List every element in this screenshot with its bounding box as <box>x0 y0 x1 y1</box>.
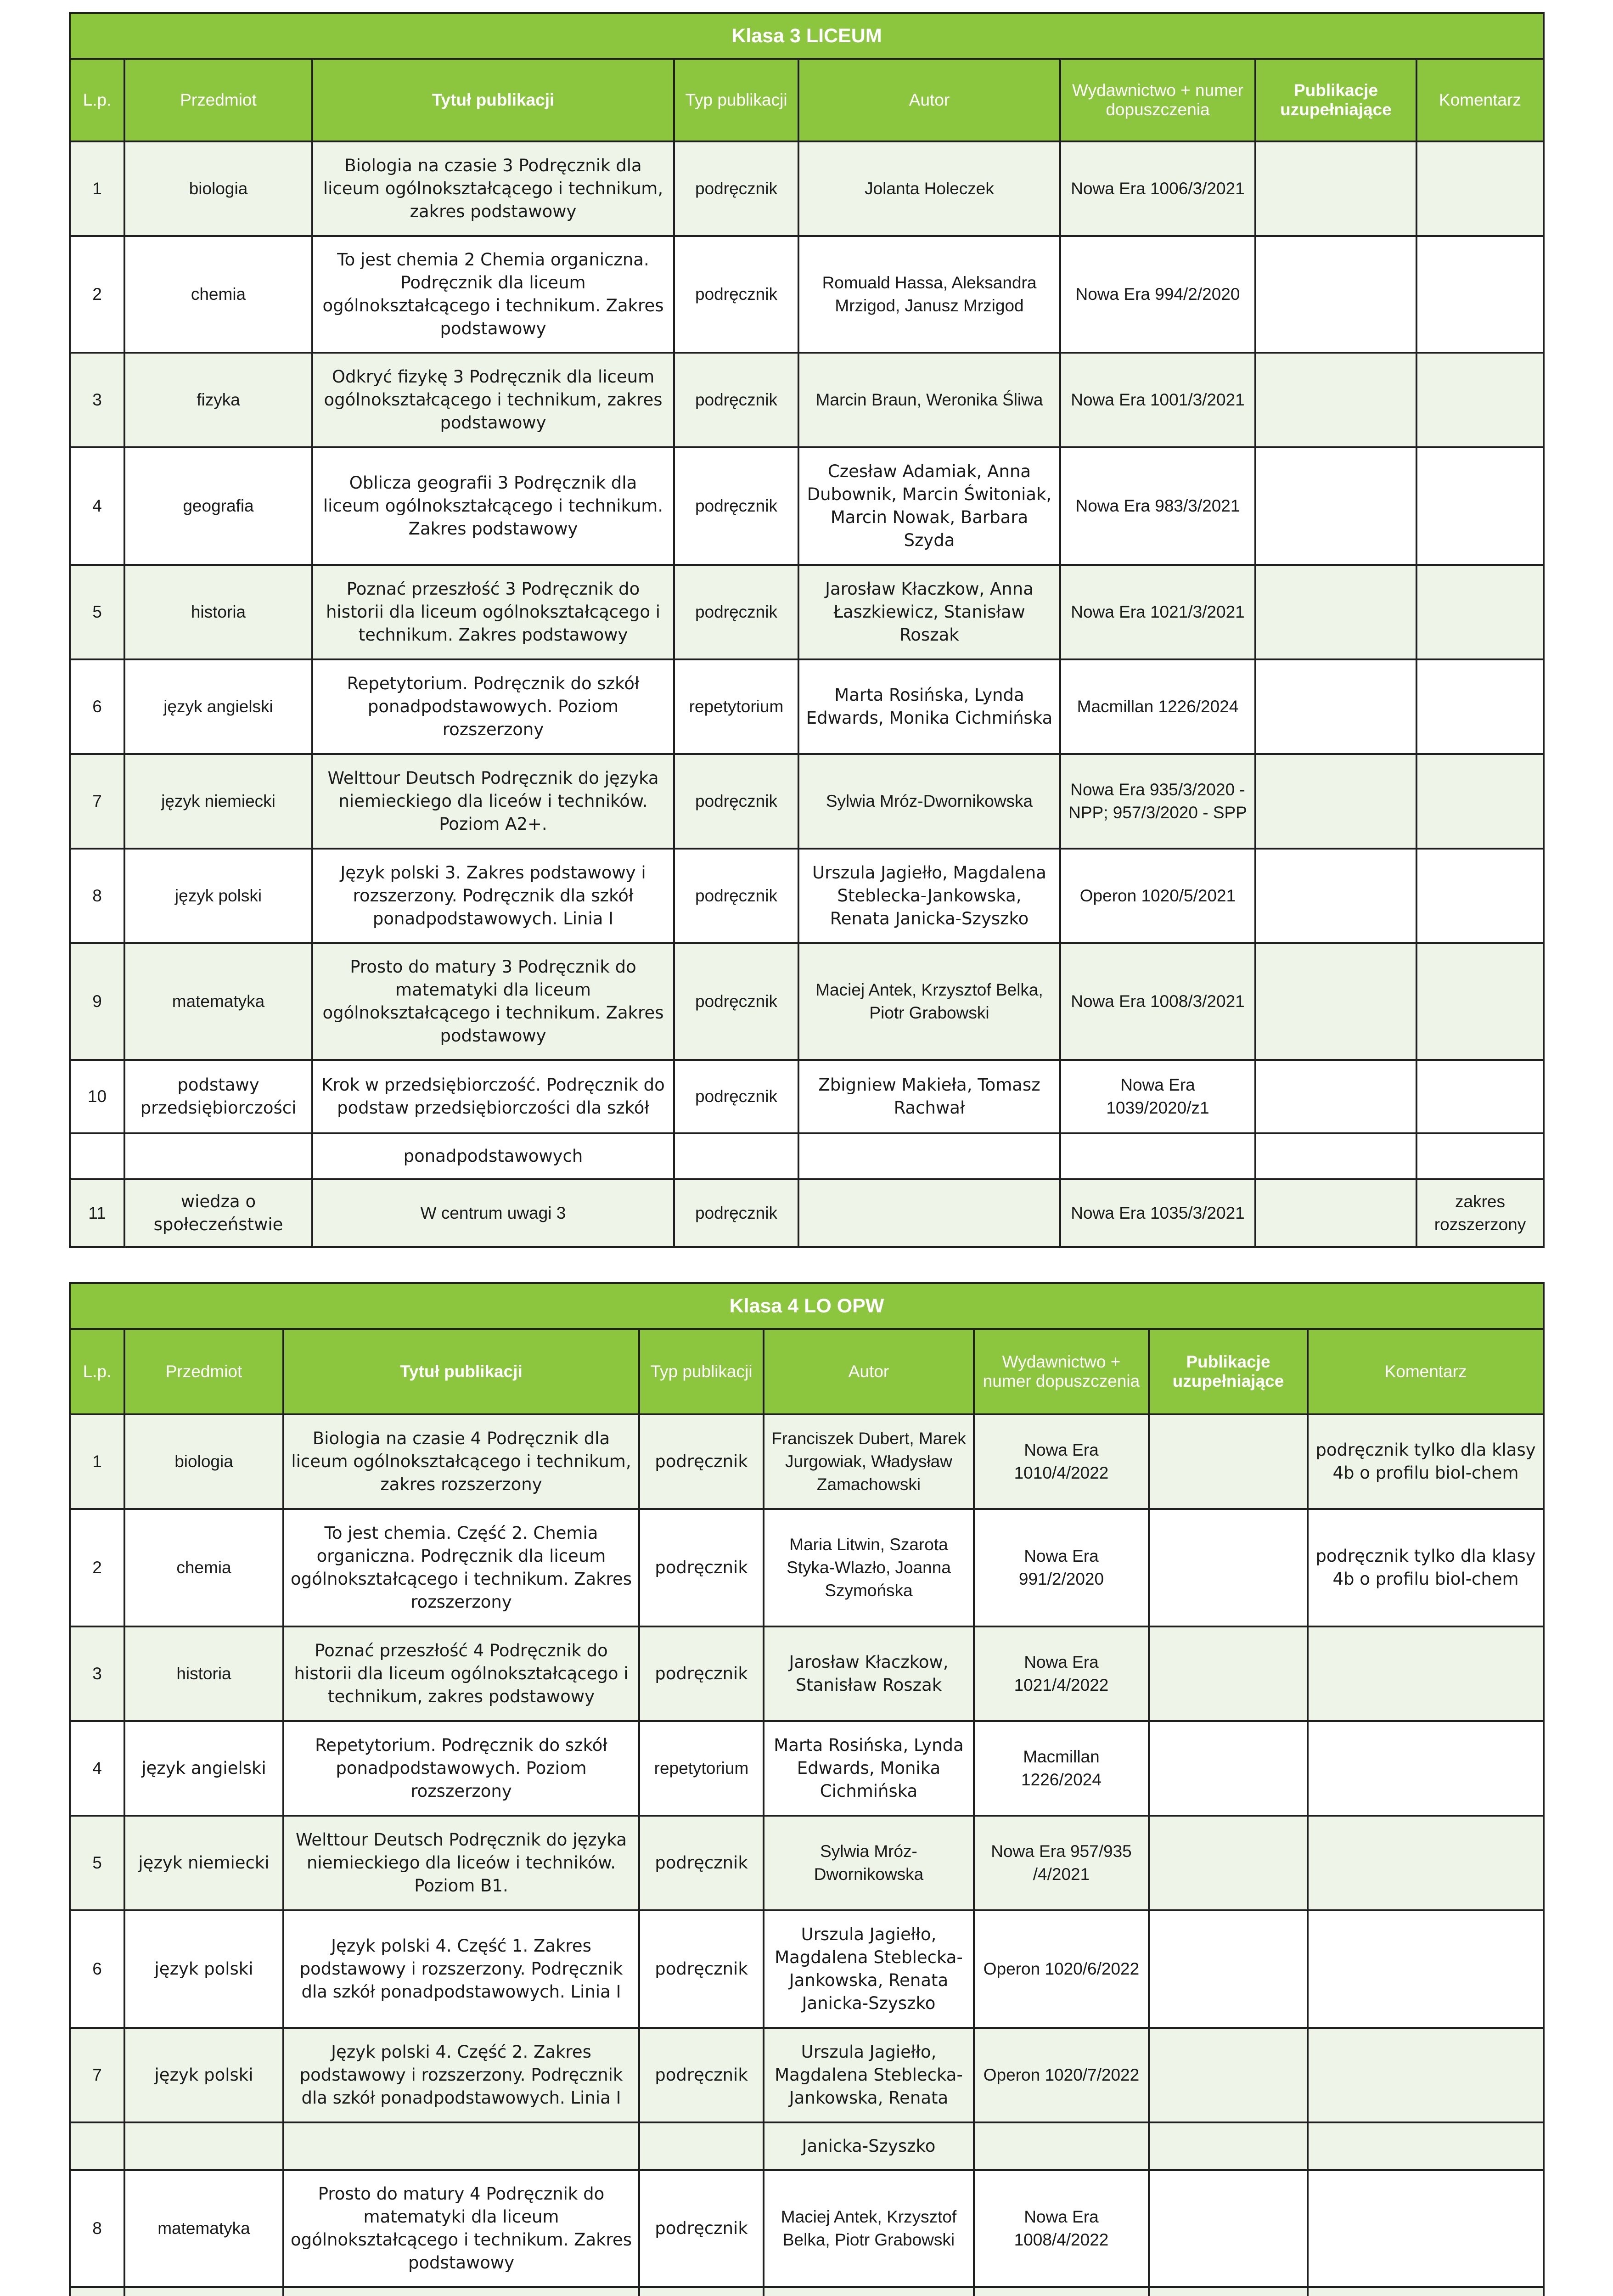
cell-publisher: Nowa Era 1035/3/2021 <box>1060 1179 1255 1247</box>
cell-title: Biologia na czasie 4 Podręcznik dla liceum ogólnokształcącego i technikum, zakres rozszerzony <box>283 1414 639 1509</box>
cell-publisher: Nowa Era 1006/3/2021 <box>1060 141 1255 236</box>
cell-publisher: Macmillan 1226/2024 <box>974 1721 1149 1816</box>
cell-author: Maria Litwin, Szarota Styka-Wlazło, Joanna Szymońska <box>764 1509 974 1626</box>
cell-publisher: Nowa Era 1008/3/2021 <box>1060 943 1255 1060</box>
cell-comment <box>1308 2170 1544 2287</box>
cell-title: Odkryć fizykę 3 Podręcznik dla liceum ogólnokształcącego i technikum, zakres podstawowy <box>312 353 674 447</box>
cell-type <box>639 2122 764 2170</box>
cell-type: podręcznik <box>639 1816 764 1910</box>
cell-publisher: Nowa Era 994/2/2020 <box>1060 236 1255 353</box>
cell-title: Krok w przedsiębiorczość. Podręcznik do podstaw przedsiębiorczości dla szkół <box>312 1060 674 1133</box>
cell-author: Romuald Hassa, Aleksandra Mrzigod, Janusz Mrzigod <box>798 236 1060 353</box>
cell-subject: historia <box>124 565 312 659</box>
col-header-typ: Typ publikacji <box>639 1329 764 1414</box>
cell-supplementary <box>1255 447 1416 565</box>
cell-subject: geografia <box>124 447 312 565</box>
cell-type: podręcznik <box>674 353 798 447</box>
col-header-komentarz: Komentarz <box>1308 1329 1544 1414</box>
cell-supplementary <box>1255 754 1416 849</box>
cell-subject: wiedza o społeczeństwie <box>124 1179 312 1247</box>
table-row <box>70 2170 1544 2287</box>
cell-lp <box>70 2122 124 2170</box>
cell-author: Jarosław Kłaczkow, Stanisław Roszak <box>764 1626 974 1721</box>
cell-subject: chemia <box>124 236 312 353</box>
cell-supplementary <box>1149 1414 1308 1509</box>
cell-publisher: Nowa Era 1021/4/2022 <box>974 1626 1149 1721</box>
cell-author: Franciszek Dubert, Marek Jurgowiak, Władysław Zamachowski <box>764 1414 974 1509</box>
col-header-przedmiot: Przedmiot <box>124 1329 283 1414</box>
cell-type: podręcznik <box>674 565 798 659</box>
cell-type: podręcznik <box>639 2028 764 2122</box>
cell-title <box>283 2287 639 2296</box>
cell-comment <box>1308 1626 1544 1721</box>
cell-comment <box>1308 1816 1544 1910</box>
cell-subject: język niemiecki <box>124 1816 283 1910</box>
cell-title: Oblicza geografii 3 Podręcznik dla liceum ogólnokształcącego i technikum. Zakres podstawowy <box>312 447 674 565</box>
cell-supplementary <box>1149 2028 1308 2122</box>
cell-supplementary <box>1255 943 1416 1060</box>
cell-lp: 2 <box>70 236 124 353</box>
table-klasa-4-lo-opw <box>69 1282 1545 2296</box>
cell-comment: zakres rozszerzony <box>1416 1179 1544 1247</box>
cell-type: podręcznik <box>674 943 798 1060</box>
table-row <box>70 2287 1544 2296</box>
col-header-lp: L.p. <box>70 59 124 141</box>
cell-type <box>674 1133 798 1179</box>
cell-subject: język angielski <box>124 1721 283 1816</box>
cell-title: Język polski 3. Zakres podstawowy i rozszerzony. Podręcznik dla szkół ponadpodstawowych. Linia I <box>312 849 674 943</box>
table-row <box>70 565 1544 659</box>
table-row <box>70 141 1544 236</box>
table-row <box>70 1816 1544 1910</box>
cell-publisher: Nowa Era 1001/3/2021 <box>1060 353 1255 447</box>
table-row <box>70 1179 1544 1247</box>
cell-comment <box>1308 2028 1544 2122</box>
cell-publisher: Operon 1020/7/2022 <box>974 2028 1149 2122</box>
cell-lp: 7 <box>70 2028 124 2122</box>
col-header-wydawnictwo: Wydawnictwo + numer dopuszczenia <box>1060 59 1255 141</box>
table-row <box>70 659 1544 754</box>
cell-lp: 3 <box>70 353 124 447</box>
cell-comment <box>1416 141 1544 236</box>
cell-publisher: Nowa Era 1039/2020/z1 <box>1060 1060 1255 1133</box>
col-header-przedmiot: Przedmiot <box>124 59 312 141</box>
cell-publisher <box>1060 1133 1255 1179</box>
cell-author: Urszula Jagiełło, Magdalena Steblecka-Jankowska, Renata Janicka-Szyszko <box>764 1910 974 2028</box>
col-header-autor: Autor <box>798 59 1060 141</box>
cell-type: podręcznik <box>674 236 798 353</box>
table-row <box>70 1414 1544 1509</box>
cell-type: repetytorium <box>639 1721 764 1816</box>
cell-subject: fizyka <box>124 353 312 447</box>
cell-author: Czesław Adamiak, Anna Dubownik, Marcin Świtoniak, Marcin Nowak, Barbara Szyda <box>798 447 1060 565</box>
cell-title: Prosto do matury 4 Podręcznik do matematyki dla liceum ogólnokształcącego i technikum. Zakres podstawowy <box>283 2170 639 2287</box>
cell-comment <box>1416 1060 1544 1133</box>
cell-publisher: Nowa Era 1010/4/2022 <box>974 1414 1149 1509</box>
cell-publisher <box>974 2287 1149 2296</box>
cell-supplementary <box>1149 1816 1308 1910</box>
cell-title: Prosto do matury 3 Podręcznik do matematyki dla liceum ogólnokształcącego i technikum. Zakres podstawowy <box>312 943 674 1060</box>
table-row <box>70 2122 1544 2170</box>
cell-type: podręcznik <box>639 1910 764 2028</box>
cell-title: Repetytorium. Podręcznik do szkół ponadpodstawowych. Poziom rozszerzony <box>283 1721 639 1816</box>
cell-author: Urszula Jagiełło, Magdalena Steblecka-Jankowska, Renata <box>764 2028 974 2122</box>
cell-comment <box>1416 849 1544 943</box>
cell-title: W centrum uwagi 3 <box>312 1179 674 1247</box>
cell-lp: 8 <box>70 2170 124 2287</box>
cell-lp: 1 <box>70 1414 124 1509</box>
cell-publisher <box>974 2122 1149 2170</box>
cell-type: repetytorium <box>674 659 798 754</box>
table-klasa-3-liceum <box>69 12 1545 1248</box>
col-header-tytul: Tytuł publikacji <box>312 59 674 141</box>
cell-comment: podręcznik tylko dla klasy 4b o profilu biol-chem <box>1308 1414 1544 1509</box>
cell-comment <box>1416 447 1544 565</box>
cell-comment <box>1308 1721 1544 1816</box>
cell-type: podręcznik <box>639 2170 764 2287</box>
cell-lp: 8 <box>70 849 124 943</box>
cell-author: Jarosław Kłaczkow, Anna Łaszkiewicz, Stanisław Roszak <box>798 565 1060 659</box>
cell-supplementary <box>1255 1179 1416 1247</box>
cell-publisher: Operon 1020/6/2022 <box>974 1910 1149 2028</box>
cell-subject: historia <box>124 1626 283 1721</box>
cell-title: Poznać przeszłość 4 Podręcznik do historii dla liceum ogólnokształcącego i technikum, zakres podstawowy <box>283 1626 639 1721</box>
cell-subject: język niemiecki <box>124 754 312 849</box>
cell-subject <box>124 1133 312 1179</box>
cell-title: To jest chemia 2 Chemia organiczna. Podręcznik dla liceum ogólnokształcącego i technikum. Zakres podstawowy <box>312 236 674 353</box>
table-row <box>70 1626 1544 1721</box>
cell-lp: 1 <box>70 141 124 236</box>
cell-comment <box>1416 943 1544 1060</box>
cell-publisher: Nowa Era 983/3/2021 <box>1060 447 1255 565</box>
col-header-typ: Typ publikacji <box>674 59 798 141</box>
cell-subject <box>124 2287 283 2296</box>
cell-subject: język polski <box>124 2028 283 2122</box>
cell-author: Sylwia Mróz-Dwornikowska <box>764 1816 974 1910</box>
col-header-wydawnictwo: Wydawnictwo + numer dopuszczenia <box>974 1329 1149 1414</box>
cell-author: Sylwia Mróz-Dwornikowska <box>798 754 1060 849</box>
cell-author <box>798 1133 1060 1179</box>
cell-subject: podstawy przedsiębiorczości <box>124 1060 312 1133</box>
cell-supplementary <box>1255 659 1416 754</box>
cell-author: Marta Rosińska, Lynda Edwards, Monika Cichmińska <box>798 659 1060 754</box>
col-header-lp: L.p. <box>70 1329 124 1414</box>
cell-publisher: Nowa Era 991/2/2020 <box>974 1509 1149 1626</box>
table-row <box>70 1721 1544 1816</box>
cell-title <box>283 2122 639 2170</box>
cell-lp: 5 <box>70 1816 124 1910</box>
cell-type: podręcznik <box>674 754 798 849</box>
table-row <box>70 353 1544 447</box>
cell-author: Zbigniew Makieła, Tomasz Rachwał <box>798 1060 1060 1133</box>
col-header-publikacje-uzupelniajace: Publikacje uzupełniające <box>1255 59 1416 141</box>
cell-title: Język polski 4. Część 2. Zakres podstawowy i rozszerzony. Podręcznik dla szkół ponadpodstawowych. Linia I <box>283 2028 639 2122</box>
cell-title: Welttour Deutsch Podręcznik do języka niemieckiego dla liceów i techników. Poziom A2+. <box>312 754 674 849</box>
cell-author: Maciej Antek, Krzysztof Belka, Piotr Grabowski <box>798 943 1060 1060</box>
cell-publisher: Operon 1020/5/2021 <box>1060 849 1255 943</box>
cell-comment <box>1308 2287 1544 2296</box>
cell-title: ponadpodstawowych <box>312 1133 674 1179</box>
table-row <box>70 754 1544 849</box>
cell-subject: matematyka <box>124 943 312 1060</box>
cell-lp: 4 <box>70 1721 124 1816</box>
table-row <box>70 849 1544 943</box>
cell-type <box>639 2287 764 2296</box>
cell-comment <box>1308 1910 1544 2028</box>
cell-comment <box>1416 353 1544 447</box>
cell-lp: 11 <box>70 1179 124 1247</box>
cell-supplementary <box>1255 353 1416 447</box>
table-row <box>70 1060 1544 1133</box>
cell-supplementary <box>1255 849 1416 943</box>
cell-lp: 4 <box>70 447 124 565</box>
table-row <box>70 943 1544 1060</box>
cell-publisher: Nowa Era 935/3/2020 - NPP; 957/3/2020 - SPP <box>1060 754 1255 849</box>
cell-publisher: Nowa Era 1008/4/2022 <box>974 2170 1149 2287</box>
cell-title: Repetytorium. Podręcznik do szkół ponadpodstawowych. Poziom rozszerzony <box>312 659 674 754</box>
cell-supplementary <box>1149 2287 1308 2296</box>
cell-type: podręcznik <box>674 141 798 236</box>
cell-title: To jest chemia. Część 2. Chemia organiczna. Podręcznik dla liceum ogólnokształcącego i technikum. Zakres rozszerzony <box>283 1509 639 1626</box>
cell-author: Urszula Jagiełło, Magdalena Steblecka-Jankowska, Renata Janicka-Szyszko <box>798 849 1060 943</box>
cell-subject <box>124 2122 283 2170</box>
table-row <box>70 447 1544 565</box>
cell-type: podręcznik <box>639 1509 764 1626</box>
cell-comment <box>1416 659 1544 754</box>
cell-lp: 10 <box>70 1060 124 1133</box>
cell-supplementary <box>1149 2170 1308 2287</box>
cell-author: Marcin Braun, Weronika Śliwa <box>798 353 1060 447</box>
cell-type: podręcznik <box>674 1060 798 1133</box>
cell-author: Jolanta Holeczek <box>798 141 1060 236</box>
cell-title: Poznać przeszłość 3 Podręcznik do historii dla liceum ogólnokształcącego i technikum. Zakres podstawowy <box>312 565 674 659</box>
cell-title: Język polski 4. Część 1. Zakres podstawowy i rozszerzony. Podręcznik dla szkół ponadpodstawowych. Linia I <box>283 1910 639 2028</box>
col-header-tytul: Tytuł publikacji <box>283 1329 639 1414</box>
cell-supplementary <box>1149 1626 1308 1721</box>
col-header-komentarz: Komentarz <box>1416 59 1544 141</box>
cell-subject: język polski <box>124 849 312 943</box>
table-row <box>70 1910 1544 2028</box>
cell-lp <box>70 1133 124 1179</box>
cell-lp: 6 <box>70 1910 124 2028</box>
cell-subject: język angielski <box>124 659 312 754</box>
cell-author: Janicka-Szyszko <box>764 2122 974 2170</box>
cell-supplementary <box>1255 1060 1416 1133</box>
cell-author <box>764 2287 974 2296</box>
cell-type: podręcznik <box>674 447 798 565</box>
cell-lp: 7 <box>70 754 124 849</box>
cell-supplementary <box>1149 1509 1308 1626</box>
cell-publisher: Macmillan 1226/2024 <box>1060 659 1255 754</box>
cell-publisher: Nowa Era 1021/3/2021 <box>1060 565 1255 659</box>
cell-subject: biologia <box>124 1414 283 1509</box>
cell-type: podręcznik <box>639 1414 764 1509</box>
cell-subject: chemia <box>124 1509 283 1626</box>
cell-lp: 9 <box>70 943 124 1060</box>
cell-comment <box>1308 2122 1544 2170</box>
cell-type: podręcznik <box>674 1179 798 1247</box>
cell-comment <box>1416 236 1544 353</box>
cell-type: podręcznik <box>639 1626 764 1721</box>
table-row <box>70 2028 1544 2122</box>
col-header-publikacje-uzupelniajace: Publikacje uzupełniające <box>1149 1329 1308 1414</box>
cell-author <box>798 1179 1060 1247</box>
cell-title: Welttour Deutsch Podręcznik do języka niemieckiego dla liceów i techników. Poziom B1. <box>283 1816 639 1910</box>
cell-comment <box>1416 565 1544 659</box>
cell-subject: matematyka <box>124 2170 283 2287</box>
cell-title: Biologia na czasie 3 Podręcznik dla liceum ogólnokształcącego i technikum, zakres podstawowy <box>312 141 674 236</box>
table-row <box>70 236 1544 353</box>
cell-subject: język polski <box>124 1910 283 2028</box>
table-row <box>70 1133 1544 1179</box>
cell-lp: 3 <box>70 1626 124 1721</box>
cell-supplementary <box>1149 1910 1308 2028</box>
cell-lp: 6 <box>70 659 124 754</box>
cell-supplementary <box>1255 141 1416 236</box>
cell-comment <box>1416 1133 1544 1179</box>
cell-author: Maciej Antek, Krzysztof Belka, Piotr Grabowski <box>764 2170 974 2287</box>
col-header-autor: Autor <box>764 1329 974 1414</box>
cell-lp: 5 <box>70 565 124 659</box>
cell-author: Marta Rosińska, Lynda Edwards, Monika Cichmińska <box>764 1721 974 1816</box>
cell-supplementary <box>1149 1721 1308 1816</box>
table-title: Klasa 3 LICEUM <box>70 13 1544 59</box>
cell-subject: biologia <box>124 141 312 236</box>
cell-comment: podręcznik tylko dla klasy 4b o profilu biol-chem <box>1308 1509 1544 1626</box>
cell-supplementary <box>1255 236 1416 353</box>
cell-comment <box>1416 754 1544 849</box>
cell-publisher: Nowa Era 957/935 /4/2021 <box>974 1816 1149 1910</box>
cell-supplementary <box>1255 1133 1416 1179</box>
cell-lp <box>70 2287 124 2296</box>
cell-type: podręcznik <box>674 849 798 943</box>
cell-supplementary <box>1255 565 1416 659</box>
table-title: Klasa 4 LO OPW <box>70 1283 1544 1329</box>
table-row <box>70 1509 1544 1626</box>
cell-lp: 2 <box>70 1509 124 1626</box>
cell-supplementary <box>1149 2122 1308 2170</box>
